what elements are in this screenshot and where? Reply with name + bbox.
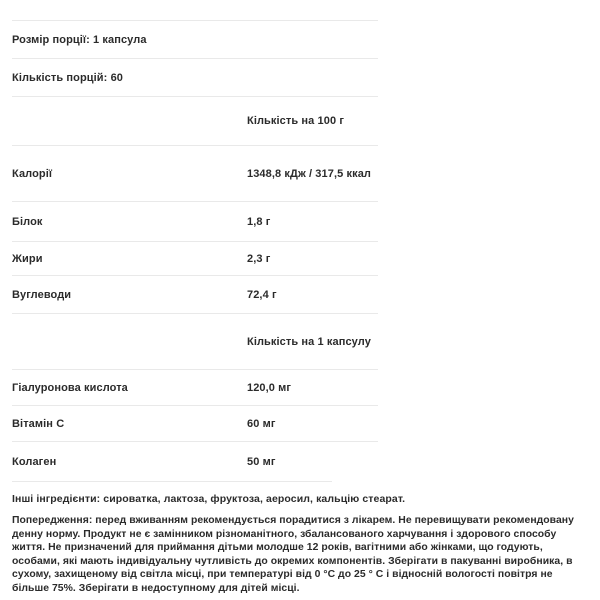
table-row-serving-size	[12, 21, 378, 59]
row-value: 72,4 г	[247, 288, 277, 301]
per100-column-header: Кількість на 100 г	[247, 115, 345, 127]
row-label: Колаген	[12, 455, 57, 468]
table-row-carbs	[12, 276, 378, 314]
nutrition-table	[12, 20, 378, 482]
row-value: 50 мг	[247, 455, 276, 468]
table-row-fats	[12, 242, 378, 276]
table-row-servings-count	[12, 59, 378, 97]
table-row-vitamin-c	[12, 406, 378, 442]
row-label: Вуглеводи	[12, 288, 72, 301]
table-row-hyaluronic-acid	[12, 370, 378, 406]
row-value: 60 мг	[247, 417, 276, 430]
table-bottom-divider	[12, 481, 332, 482]
table-row-per100-header	[12, 97, 378, 146]
row-label: Вітамін С	[12, 417, 65, 430]
row-label: Гіалуронова кислота	[12, 381, 128, 394]
serving-size-label: Розмір порції: 1 капсула	[12, 33, 147, 46]
warning-text: Попередження: перед вживанням рекомендується порадитися з лікарем. Не перевищувати рекомендовану денну норму. Продукт не є замінником різноманітного, збалансованого харчування і здорового способу життя. Не призначений для приймання дітьми молодше 12 років, вагітними або жінками, що годують, особами, які мають індивідуальну чутливість до окремих компонентів. Зберігати в пакуванні виробника, в сухому, захищеному від світла місці, при температурі від 0 °С до 25 ° С і відносній вологості повітря не більше 75%. Зберігати в недоступному для дітей місці.	[12, 515, 574, 594]
row-label: Калорії	[12, 167, 53, 180]
row-label: Білок	[12, 215, 43, 228]
row-value: 1348,8 кДж / 317,5 ккал	[247, 167, 372, 180]
per-capsule-column-header: Кількість на 1 капсулу	[247, 335, 371, 348]
row-value: 1,8 г	[247, 215, 271, 228]
servings-count-label: Кількість порцій: 60	[12, 71, 124, 84]
table-row-calories	[12, 146, 378, 202]
row-value: 120,0 мг	[247, 381, 292, 394]
other-ingredients-note: Інші інгредієнти: сироватка, лактоза, фруктоза, аеросил, кальцію стеарат.	[12, 493, 406, 505]
table-row-protein	[12, 202, 378, 242]
table-row-per-capsule-header	[12, 314, 378, 370]
row-value: 2,3 г	[247, 252, 271, 265]
row-label: Жири	[12, 252, 43, 265]
table-row-collagen	[12, 442, 378, 481]
